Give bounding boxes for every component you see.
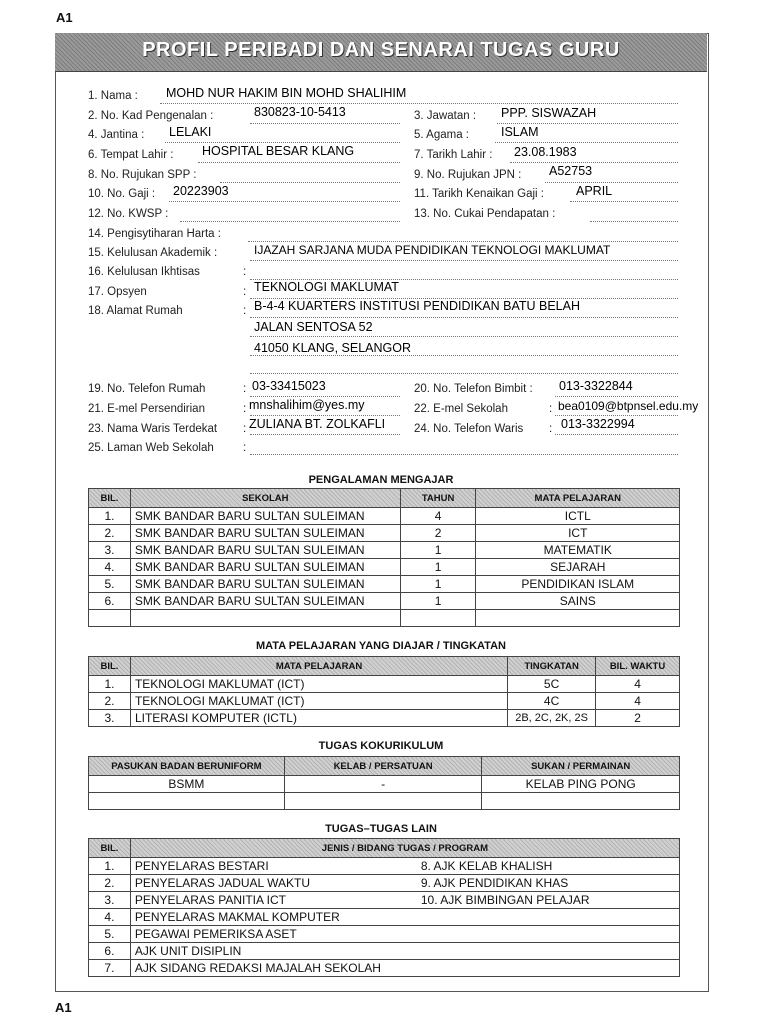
cell-bil: 5. bbox=[89, 926, 131, 943]
cell-sekolah: SMK BANDAR BARU SULTAN SULEIMAN bbox=[130, 559, 400, 576]
header-kelab: KELAB / PERSATUAN bbox=[284, 757, 482, 776]
value-jawatan[interactable]: PPP. SISWAZAH bbox=[501, 106, 597, 120]
line-harta bbox=[248, 241, 678, 242]
label-tel-bimbit: 20. No. Telefon Bimbit : bbox=[414, 383, 533, 395]
cell-subjek: MATEMATIK bbox=[476, 542, 680, 559]
label-gaji: 10. No. Gaji : bbox=[88, 188, 156, 200]
header-bil: BIL. bbox=[89, 839, 131, 858]
cell-tugas bbox=[130, 943, 679, 960]
label-alamat: 18. Alamat Rumah bbox=[88, 305, 183, 317]
line-tel-bimbit bbox=[555, 396, 678, 397]
label-nama: 1. Nama : bbox=[88, 90, 138, 102]
cell-subjek: LITERASI KOMPUTER (ICTL) bbox=[130, 710, 507, 727]
line-jantina bbox=[165, 142, 400, 143]
value-kenaikan[interactable]: APRIL bbox=[576, 184, 613, 198]
cell-kelab bbox=[284, 793, 482, 810]
header-sukan: SUKAN / PERMAINAN bbox=[482, 757, 680, 776]
value-tarikh[interactable]: 23.08.1983 bbox=[514, 145, 577, 159]
table-row bbox=[89, 776, 680, 793]
line-alamat-4 bbox=[250, 373, 678, 374]
cell-sukan: KELAB PING PONG bbox=[482, 776, 680, 793]
task-right: 10. AJK BIMBINGAN PELAJAR bbox=[420, 892, 590, 907]
cell-sukan bbox=[482, 793, 680, 810]
header-bil: BIL. bbox=[89, 489, 131, 508]
label-tarikh: 7. Tarikh Lahir : bbox=[414, 149, 493, 161]
cell-subjek: SAINS bbox=[476, 593, 680, 610]
cell-subjek: ICTL bbox=[476, 508, 680, 525]
value-alamat-3[interactable]: 41050 KLANG, SELANGOR bbox=[254, 341, 412, 355]
colon: : bbox=[243, 383, 247, 395]
table-row bbox=[89, 710, 680, 727]
cell-subjek: TEKNOLOGI MAKLUMAT (ICT) bbox=[130, 676, 507, 693]
value-jpn[interactable]: A52753 bbox=[549, 164, 593, 178]
table-row bbox=[89, 858, 680, 875]
header-pasukan: PASUKAN BADAN BERUNIFORM bbox=[89, 757, 285, 776]
line-spp bbox=[220, 182, 400, 183]
header-tingkatan: TINGKATAN bbox=[508, 657, 596, 676]
line-emel-sekolah bbox=[555, 415, 678, 416]
colon: : bbox=[243, 305, 247, 317]
line-emel bbox=[250, 415, 400, 416]
value-emel[interactable]: mnshalihim@yes.my bbox=[249, 398, 365, 412]
cell-bil: 2. bbox=[89, 875, 131, 892]
label-tel-rumah: 19. No. Telefon Rumah bbox=[88, 383, 206, 395]
cell-bil: 2. bbox=[89, 525, 131, 542]
value-tel-bimbit[interactable]: 013-3322844 bbox=[559, 379, 633, 393]
label-tempat: 6. Tempat Lahir : bbox=[88, 149, 174, 161]
value-kad[interactable]: 830823-10-5413 bbox=[254, 105, 346, 119]
cell-bil: 6. bbox=[89, 593, 131, 610]
table-row bbox=[89, 676, 680, 693]
cell-bil: 2. bbox=[89, 693, 131, 710]
value-emel-sekolah[interactable]: bea0109@btpnsel.edu.my bbox=[558, 399, 699, 413]
line-tarikh bbox=[510, 162, 678, 163]
label-opsyen: 17. Opsyen bbox=[88, 286, 147, 298]
cell-tahun: 1 bbox=[400, 559, 476, 576]
table-row bbox=[89, 892, 680, 909]
label-emel: 21. E-mel Persendirian bbox=[88, 403, 205, 415]
colon: : bbox=[243, 266, 247, 278]
line-kwsp bbox=[180, 221, 400, 222]
line-gaji bbox=[169, 201, 400, 202]
value-agama[interactable]: ISLAM bbox=[501, 125, 539, 139]
task-left: AJK UNIT DISIPLIN bbox=[134, 943, 242, 958]
cell-bil: 1. bbox=[89, 508, 131, 525]
cell-bil: 3. bbox=[89, 892, 131, 909]
section-title-pengalaman: PENGALAMAN MENGAJAR bbox=[308, 474, 454, 486]
table-row bbox=[89, 909, 680, 926]
label-spp: 8. No. Rujukan SPP : bbox=[88, 169, 197, 181]
colon: : bbox=[549, 403, 553, 415]
label-tel-waris: 24. No. Telefon Waris bbox=[414, 423, 524, 435]
value-tel-waris[interactable]: 013-3322994 bbox=[561, 417, 635, 431]
table-kokurikulum bbox=[88, 756, 680, 810]
line-tempat bbox=[198, 162, 400, 163]
header-bil-waktu: BIL. WAKTU bbox=[596, 657, 680, 676]
line-nama bbox=[160, 103, 678, 104]
table-pengalaman bbox=[88, 488, 680, 627]
cell-bil bbox=[89, 610, 131, 627]
colon: : bbox=[243, 403, 247, 415]
cell-subjek: SEJARAH bbox=[476, 559, 680, 576]
colon: : bbox=[549, 423, 553, 435]
value-tel-rumah[interactable]: 03-33415023 bbox=[252, 379, 326, 393]
task-right: 9. AJK PENDIDIKAN KHAS bbox=[420, 875, 569, 890]
cell-tugas bbox=[130, 909, 679, 926]
cell-waktu: 4 bbox=[596, 676, 680, 693]
table-mata-pelajaran bbox=[88, 656, 680, 727]
label-waris: 23. Nama Waris Terdekat bbox=[88, 423, 218, 435]
line-akademik bbox=[250, 260, 678, 261]
cell-sekolah: SMK BANDAR BARU SULTAN SULEIMAN bbox=[130, 593, 400, 610]
cell-tahun bbox=[400, 610, 476, 627]
table-row bbox=[89, 926, 680, 943]
colon: : bbox=[243, 442, 247, 454]
label-jantina: 4. Jantina : bbox=[88, 129, 145, 141]
value-akademik[interactable]: IJAZAH SARJANA MUDA PENDIDIKAN TEKNOLOGI MAKLUMAT bbox=[254, 243, 611, 257]
task-left: PENYELARAS PANITIA ICT bbox=[134, 892, 286, 907]
label-laman: 25. Laman Web Sekolah bbox=[88, 442, 214, 454]
cell-tahun: 1 bbox=[400, 542, 476, 559]
table-row bbox=[89, 875, 680, 892]
table-row bbox=[89, 610, 680, 627]
table-row bbox=[89, 943, 680, 960]
cell-bil: 3. bbox=[89, 542, 131, 559]
label-agama: 5. Agama : bbox=[414, 129, 469, 141]
table-row bbox=[89, 593, 680, 610]
cell-tingkatan: 5C bbox=[508, 676, 596, 693]
header-tahun: TAHUN bbox=[400, 489, 476, 508]
task-left: AJK SIDANG REDAKSI MAJALAH SEKOLAH bbox=[134, 960, 381, 975]
cell-bil: 5. bbox=[89, 576, 131, 593]
cell-tahun: 2 bbox=[400, 525, 476, 542]
cell-bil: 3. bbox=[89, 710, 131, 727]
cell-tingkatan: 4C bbox=[508, 693, 596, 710]
task-left: PENYELARAS BESTARI bbox=[134, 858, 269, 873]
cell-tugas bbox=[130, 960, 679, 977]
cell-tugas bbox=[130, 892, 679, 909]
label-harta: 14. Pengisytiharan Harta : bbox=[88, 228, 221, 240]
header-mata-pelajaran: MATA PELAJARAN bbox=[476, 489, 680, 508]
cell-subjek bbox=[476, 610, 680, 627]
cell-tugas bbox=[130, 858, 679, 875]
task-left: PEGAWAI PEMERIKSA ASET bbox=[134, 926, 297, 941]
line-kenaikan bbox=[570, 201, 678, 202]
line-kad bbox=[250, 123, 400, 124]
table-row bbox=[89, 559, 680, 576]
table-row bbox=[89, 793, 680, 810]
page-title: PROFIL PERIBADI DAN SENARAI TUGAS GURU bbox=[142, 39, 620, 61]
cell-waktu: 2 bbox=[596, 710, 680, 727]
label-kwsp: 12. No. KWSP : bbox=[88, 208, 169, 220]
section-title-mata-pelajaran: MATA PELAJARAN YANG DIAJAR / TINGKATAN bbox=[256, 640, 506, 652]
section-title-tugas-lain: TUGAS–TUGAS LAIN bbox=[325, 823, 437, 835]
table-row bbox=[89, 576, 680, 593]
header-bil: BIL. bbox=[89, 657, 131, 676]
cell-tahun: 1 bbox=[400, 576, 476, 593]
line-alamat-1 bbox=[250, 317, 678, 318]
cell-subjek: ICT bbox=[476, 525, 680, 542]
header-sekolah: SEKOLAH bbox=[130, 489, 400, 508]
table-row bbox=[89, 960, 680, 977]
task-left: PENYELARAS JADUAL WAKTU bbox=[134, 875, 310, 890]
cell-tahun: 1 bbox=[400, 593, 476, 610]
table-row bbox=[89, 525, 680, 542]
section-title-kokurikulum: TUGAS KOKURIKULUM bbox=[318, 740, 444, 752]
cell-bil: 1. bbox=[89, 858, 131, 875]
label-cukai: 13. No. Cukai Pendapatan : bbox=[414, 208, 556, 220]
value-tempat[interactable]: HOSPITAL BESAR KLANG bbox=[202, 144, 355, 158]
colon: : bbox=[243, 286, 247, 298]
page-tag-top: A1 bbox=[56, 10, 73, 25]
line-alamat-2 bbox=[250, 336, 678, 337]
value-alamat-1[interactable]: B-4-4 KUARTERS INSTITUSI PENDIDIKAN BATU BELAH bbox=[254, 299, 580, 313]
cell-waktu: 4 bbox=[596, 693, 680, 710]
cell-bil: 6. bbox=[89, 943, 131, 960]
line-cukai bbox=[590, 221, 678, 222]
page-tag-bottom: A1 bbox=[55, 1000, 72, 1015]
table-row bbox=[89, 693, 680, 710]
cell-bil: 4. bbox=[89, 909, 131, 926]
cell-subjek: TEKNOLOGI MAKLUMAT (ICT) bbox=[130, 693, 507, 710]
cell-pasukan: BSMM bbox=[89, 776, 285, 793]
value-opsyen[interactable]: TEKNOLOGI MAKLUMAT bbox=[254, 280, 399, 294]
cell-kelab: - bbox=[284, 776, 482, 793]
cell-sekolah: SMK BANDAR BARU SULTAN SULEIMAN bbox=[130, 525, 400, 542]
line-agama bbox=[495, 142, 678, 143]
label-akademik: 15. Kelulusan Akademik : bbox=[88, 247, 218, 259]
task-left: PENYELARAS MAKMAL KOMPUTER bbox=[134, 909, 340, 924]
label-jawatan: 3. Jawatan : bbox=[414, 110, 477, 122]
value-alamat-2[interactable]: JALAN SENTOSA 52 bbox=[254, 320, 373, 334]
label-ikhtisas: 16. Kelulusan Ikhtisas bbox=[88, 266, 200, 278]
task-right: 8. AJK KELAB KHALISH bbox=[420, 858, 553, 873]
cell-subjek: PENDIDIKAN ISLAM bbox=[476, 576, 680, 593]
cell-tahun: 4 bbox=[400, 508, 476, 525]
label-jpn: 9. No. Rujukan JPN : bbox=[414, 169, 522, 181]
cell-pasukan bbox=[89, 793, 285, 810]
cell-tingkatan: 2B, 2C, 2K, 2S bbox=[508, 710, 596, 727]
value-jantina[interactable]: LELAKI bbox=[169, 125, 212, 139]
cell-sekolah: SMK BANDAR BARU SULTAN SULEIMAN bbox=[130, 508, 400, 525]
cell-tugas bbox=[130, 875, 679, 892]
line-tel-waris bbox=[555, 434, 678, 435]
header-mata-pelajaran: MATA PELAJARAN bbox=[130, 657, 507, 676]
header-jenis-tugas: JENIS / BIDANG TUGAS / PROGRAM bbox=[130, 839, 679, 858]
table-row bbox=[89, 542, 680, 559]
cell-bil: 7. bbox=[89, 960, 131, 977]
cell-bil: 1. bbox=[89, 676, 131, 693]
line-jpn bbox=[545, 182, 678, 183]
cell-sekolah: SMK BANDAR BARU SULTAN SULEIMAN bbox=[130, 576, 400, 593]
value-nama[interactable]: MOHD NUR HAKIM BIN MOHD SHALIHIM bbox=[166, 86, 407, 100]
line-laman bbox=[250, 454, 678, 455]
value-gaji[interactable]: 20223903 bbox=[173, 184, 229, 198]
line-alamat-3 bbox=[250, 355, 678, 356]
cell-sekolah bbox=[130, 610, 400, 627]
label-kad: 2. No. Kad Pengenalan : bbox=[88, 110, 214, 122]
table-tugas-lain bbox=[88, 838, 680, 977]
colon: : bbox=[243, 423, 247, 435]
cell-tugas bbox=[130, 926, 679, 943]
label-kenaikan: 11. Tarikh Kenaikan Gaji : bbox=[414, 188, 544, 200]
table-row bbox=[89, 508, 680, 525]
line-jawatan bbox=[497, 123, 678, 124]
value-waris[interactable]: ZULIANA BT. ZOLKAFLI bbox=[249, 417, 386, 431]
cell-sekolah: SMK BANDAR BARU SULTAN SULEIMAN bbox=[130, 542, 400, 559]
cell-bil: 4. bbox=[89, 559, 131, 576]
title-bar bbox=[55, 33, 707, 72]
label-emel-sekolah: 22. E-mel Sekolah bbox=[414, 403, 508, 415]
line-tel-rumah bbox=[250, 396, 400, 397]
line-waris bbox=[250, 434, 400, 435]
